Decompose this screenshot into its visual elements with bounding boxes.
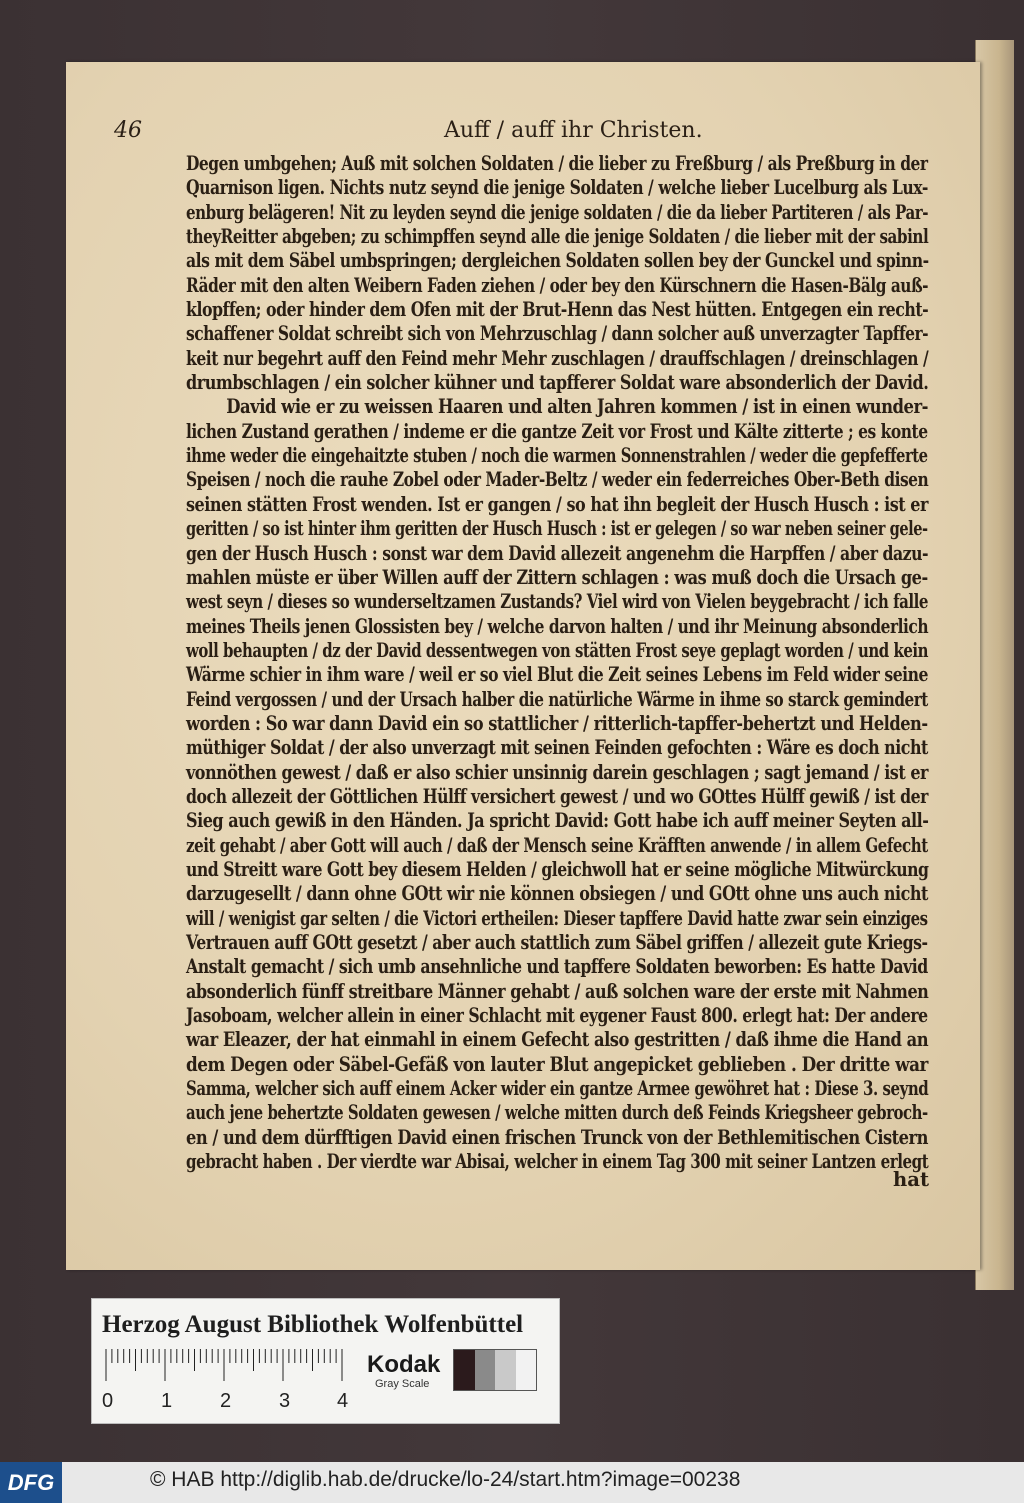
text-line: Speisen / noch die rauhe Zobel oder Mader-Beltz / weder ein federreiches Ober-Beth disen xyxy=(186,468,929,492)
kodak-label: Kodak xyxy=(367,1351,441,1378)
text-line: Degen umbgehen; Auß mit solchen Soldaten / die lieber zu Freßburg / als Preßburg in der xyxy=(186,152,928,175)
text-line: en / und dem dürfftigen David einen frischen Trunck von der Bethlemitischen Cistern xyxy=(186,1125,928,1149)
text-line: keit nur begehrt auff den Feind mehr Mehr zuschlagen / drauffschlagen / dreinschlagen / xyxy=(186,346,929,370)
text-line: gen der Husch Husch : sonst war dem David allezeit angenehm die Harpffen / aber dazu- xyxy=(186,541,929,565)
text-line: auch jene behertzte Soldaten gewesen / welche mitten durch deß Feinds Kriegsheer gebroch- xyxy=(186,1101,928,1125)
gray-patch xyxy=(516,1350,537,1390)
ruler-scale xyxy=(104,1349,349,1383)
text-line: Anstalt gemacht / sich umb ansehnliche und tapffere Soldaten beworben: Es hatte David xyxy=(186,955,928,979)
text-line: geritten / so ist hinter ihm geritten der Husch Husch : ist er gelegen / so war neben seiner gele- xyxy=(186,517,928,541)
text-line: Samma, welcher sich auff einem Acker wider ein gantze Armee gewöhret hat : Diese 3. seynd xyxy=(186,1077,929,1101)
page-header xyxy=(114,118,934,148)
copyright-link[interactable]: © HAB http://diglib.hab.de/drucke/lo-24/start.htm?image=00238 xyxy=(150,1468,741,1491)
running-head: Auff / auff ihr Christen. xyxy=(444,118,703,143)
gray-patch xyxy=(454,1350,475,1390)
text-line: Feind vergossen / und der Ursach halber die natürliche Wärme in ihme so starck gemindert xyxy=(186,687,928,711)
kodak-gray-scale-label: Gray Scale xyxy=(375,1378,430,1390)
catchword: hat xyxy=(893,1168,929,1191)
text-line: doch allezeit der Göttlichen Hülff versichert gewest / und wo GOttes Hülff gewiß / ist der xyxy=(186,784,928,808)
text-line: vonnöthen gewest / daß er also schier unsinnig darein geschlagen ; sagt jemand / ist er xyxy=(186,760,928,784)
text-line: darzugesellt / dann ohne GOtt wir nie können obsiegen / und GOtt ohne uns auch nicht xyxy=(186,882,928,906)
text-line: Wärme schier in ihm ware / weil er so viel Blut die Zeit seines Lebens im Feld wider seine xyxy=(186,663,929,687)
text-line: will / wenigist gar selten / die Victori ertheilen: Dieser tapffere David hatte zwar sein einziges xyxy=(186,906,928,930)
text-line: seinen stätten Frost wenden. Ist er gangen / so hat ihn begleit der Husch Husch : ist er xyxy=(186,492,928,516)
text-line: ihme weder die eingehaitzte stuben / noch die warmen Sonnenstrahlen / weder die gepfefferte xyxy=(186,444,928,468)
library-title: Herzog August Bibliothek Wolfenbüttel xyxy=(102,1311,524,1338)
text-line: Jasoboam, welcher allein in einer Schlacht mit eygener Faust 800. erlegt hat: Der andere xyxy=(186,1004,928,1028)
text-line: theyReitter abgeben; zu schimpffen seynd alle die jenige Soldaten / die lieber mit der sabinl xyxy=(186,225,929,249)
text-line: Quarnison ligen. Nichts nutz seynd die jenige Soldaten / welche lieber Lucelburg als Lux- xyxy=(186,176,928,200)
text-line: meines Theils jenen Glossisten bey / welche darvon halten / und ihr Meinung absonderlich xyxy=(186,614,929,638)
text-line: mahlen müste er über Willen auff der Zittern schlagen : was muß doch die Ursach ge- xyxy=(186,565,928,589)
text-line: woll behaupten / dz der David dessentwegen von stätten Frost seye geplagt worden / und kein xyxy=(186,638,928,662)
text-line: und Streitt ware Gott bey diesem Helden / gleichwoll hat er seine mögliche Mitwürckung xyxy=(186,857,929,881)
next-page-edge xyxy=(975,40,1014,1290)
gray-scale-patches xyxy=(453,1349,537,1391)
text-line: Räder mit den alten Weibern Faden ziehen / oder bey den Kürschnern die Hasen-Bälg auß- xyxy=(186,273,929,297)
text-line: schaffener Soldat schreibt sich von Mehrzuschlag / dann solcher auß unverzagter Tapffer- xyxy=(186,322,929,346)
text-line: David wie er zu weissen Haaren und alten Jahren kommen / ist in einen wunder- xyxy=(226,395,928,419)
library-card xyxy=(91,1298,560,1424)
text-line: gebracht haben . Der vierdte war Abisai, welcher in einem Tag 300 mit seiner Lantzen erlegt xyxy=(186,1150,929,1174)
dfg-logo: DFG xyxy=(0,1462,62,1503)
gray-patch xyxy=(475,1350,496,1390)
text-line: Sieg auch gewiß in den Händen. Ja spricht David: Gott habe ich auff meiner Seyten all- xyxy=(186,809,929,833)
text-line: klopffen; oder hinder dem Ofen mit der Brut-Henn das Nest hütten. Entgegen ein recht- xyxy=(186,298,929,322)
text-line: worden : So war dann David ein so stattlicher / ritterlich-tapffer-behertzt und Helden- xyxy=(186,711,928,735)
text-line: lichen Zustand gerathen / indeme er die gantze Zeit vor Frost und Kälte zitterte ; es konte xyxy=(186,419,928,443)
text-line: drumbschlagen / ein solcher kühner und tapfferer Soldat ware absonderlich der David. xyxy=(186,371,929,395)
footer-bar xyxy=(0,1462,1024,1503)
text-line: Vertrauen auff GOtt gesetzt / aber auch stattlich zum Säbel griffen / allezeit gute Kriegs- xyxy=(186,931,928,954)
ruler-label: 1 xyxy=(161,1390,173,1412)
page-number: 46 xyxy=(114,118,142,143)
ruler-label: 0 xyxy=(102,1390,114,1412)
text-line: als mit dem Säbel umbspringen; dergleichen Soldaten sollen bey der Gunckel und spinn- xyxy=(186,249,929,273)
ruler-label: 4 xyxy=(337,1390,349,1412)
text-line: war Eleazer, der hat einmahl in einem Gefecht also gestritten / daß ihme die Hand an xyxy=(186,1028,929,1052)
ruler-label: 3 xyxy=(279,1390,291,1412)
ruler-label: 2 xyxy=(220,1390,232,1412)
text-line: müthiger Soldat / der also unverzagt mit seinen Feinden gefochten : Wäre es doch nicht xyxy=(186,736,928,760)
gray-patch xyxy=(495,1350,516,1390)
body-text xyxy=(186,152,928,1174)
text-line: west seyn / dieses so wunderseltzamen Zustands? Viel wird von Vielen beygebracht / ich falle xyxy=(186,590,929,614)
text-line: dem Degen oder Säbel-Gefäß von lauter Blut angepicket geblieben . Der dritte war xyxy=(186,1052,928,1076)
text-line: enburg belägeren! Nit zu leyden seynd die jenige soldaten / die da lieber Partiteren / als Par- xyxy=(186,200,929,224)
text-line: zeit gehabt / aber Gott will auch / daß der Mensch seine Kräfften anwende / in allem Gefecht xyxy=(186,833,928,857)
text-line: absonderlich fünff streitbare Männer gehabt / auß solchen ware der erste mit Nahmen xyxy=(186,979,929,1003)
